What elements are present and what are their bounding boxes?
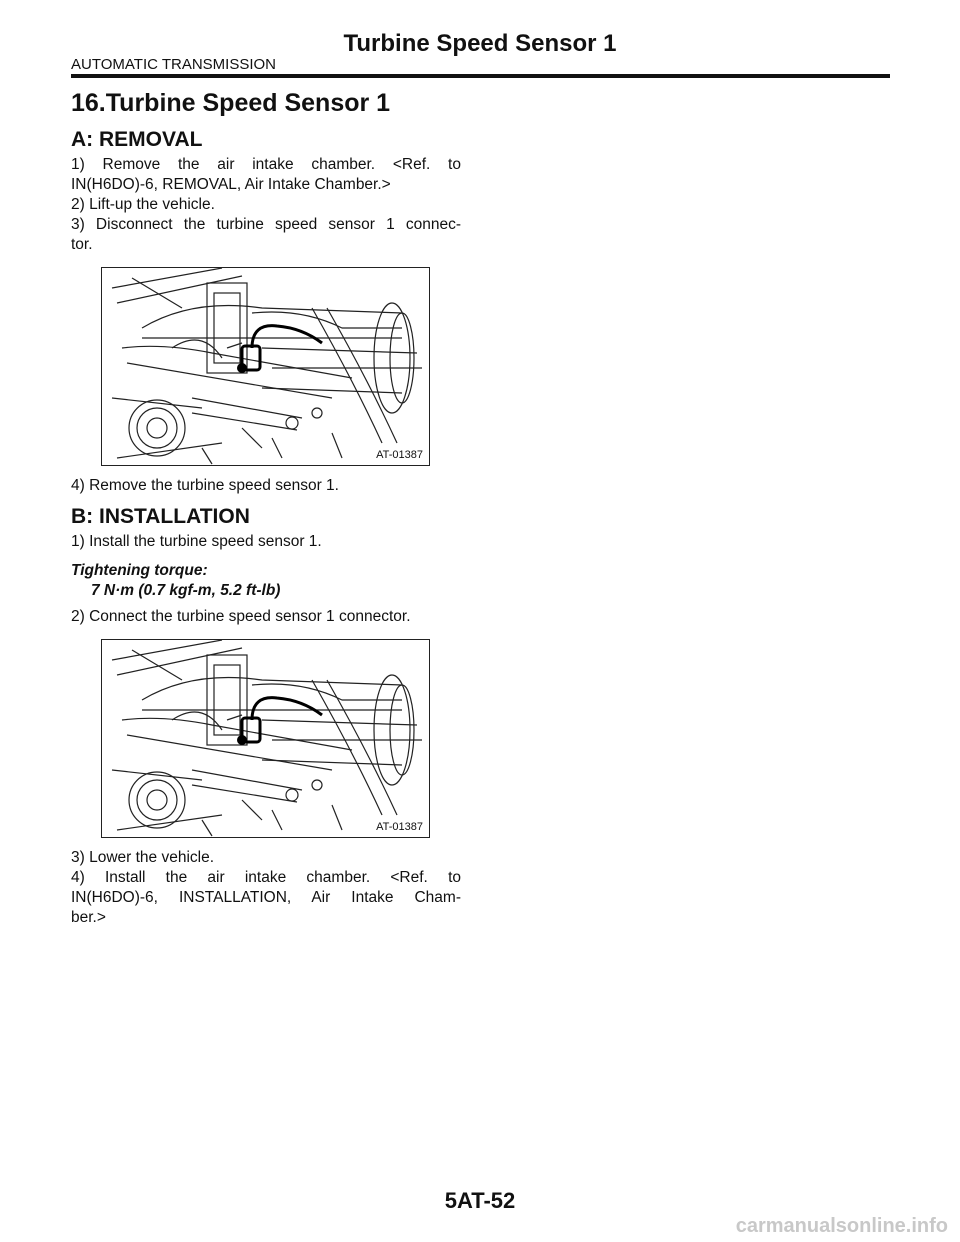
- watermark: carmanualsonline.info: [735, 1215, 948, 1237]
- figure-code: AT-01387: [376, 821, 423, 833]
- torque-value: 7 N·m (0.7 kgf-m, 5.2 ft-lb): [91, 582, 281, 599]
- removal-step-line: 3) Disconnect the turbine speed sensor 1 connec-: [71, 216, 461, 233]
- torque-label: Tightening torque:: [71, 562, 208, 579]
- installation-figure: [101, 639, 430, 838]
- section-title: 16.Turbine Speed Sensor 1: [71, 89, 391, 117]
- transmission-illustration: [102, 268, 429, 465]
- removal-step-line: 2) Lift-up the vehicle.: [71, 196, 215, 213]
- removal-step-line: 4) Remove the turbine speed sensor 1.: [71, 477, 339, 494]
- removal-step-line: tor.: [71, 236, 93, 253]
- installation-step-line: 4) Install the air intake chamber. <Ref. to: [71, 869, 461, 886]
- removal-heading: A: REMOVAL: [71, 128, 203, 151]
- installation-heading: B: INSTALLATION: [71, 505, 250, 528]
- page-header-section: AUTOMATIC TRANSMISSION: [71, 56, 277, 73]
- removal-figure: [101, 267, 430, 466]
- installation-step-line: 1) Install the turbine speed sensor 1.: [71, 533, 322, 550]
- installation-step-line: 2) Connect the turbine speed sensor 1 connector.: [71, 608, 411, 625]
- installation-step-line: 3) Lower the vehicle.: [71, 849, 215, 866]
- installation-step-line: ber.>: [71, 909, 106, 926]
- removal-step-line: IN(H6DO)-6, REMOVAL, Air Intake Chamber.>: [71, 176, 391, 193]
- page-number: 5AT-52: [444, 1188, 516, 1213]
- transmission-illustration: [102, 640, 429, 837]
- header-rule: [71, 74, 890, 78]
- content-column: [71, 86, 461, 928]
- figure-code: AT-01387: [376, 449, 423, 461]
- page-header-title: Turbine Speed Sensor 1: [343, 30, 617, 57]
- removal-step-line: 1) Remove the air intake chamber. <Ref. to: [71, 156, 461, 173]
- installation-step-line: IN(H6DO)-6, INSTALLATION, Air Intake Cham-: [71, 889, 461, 906]
